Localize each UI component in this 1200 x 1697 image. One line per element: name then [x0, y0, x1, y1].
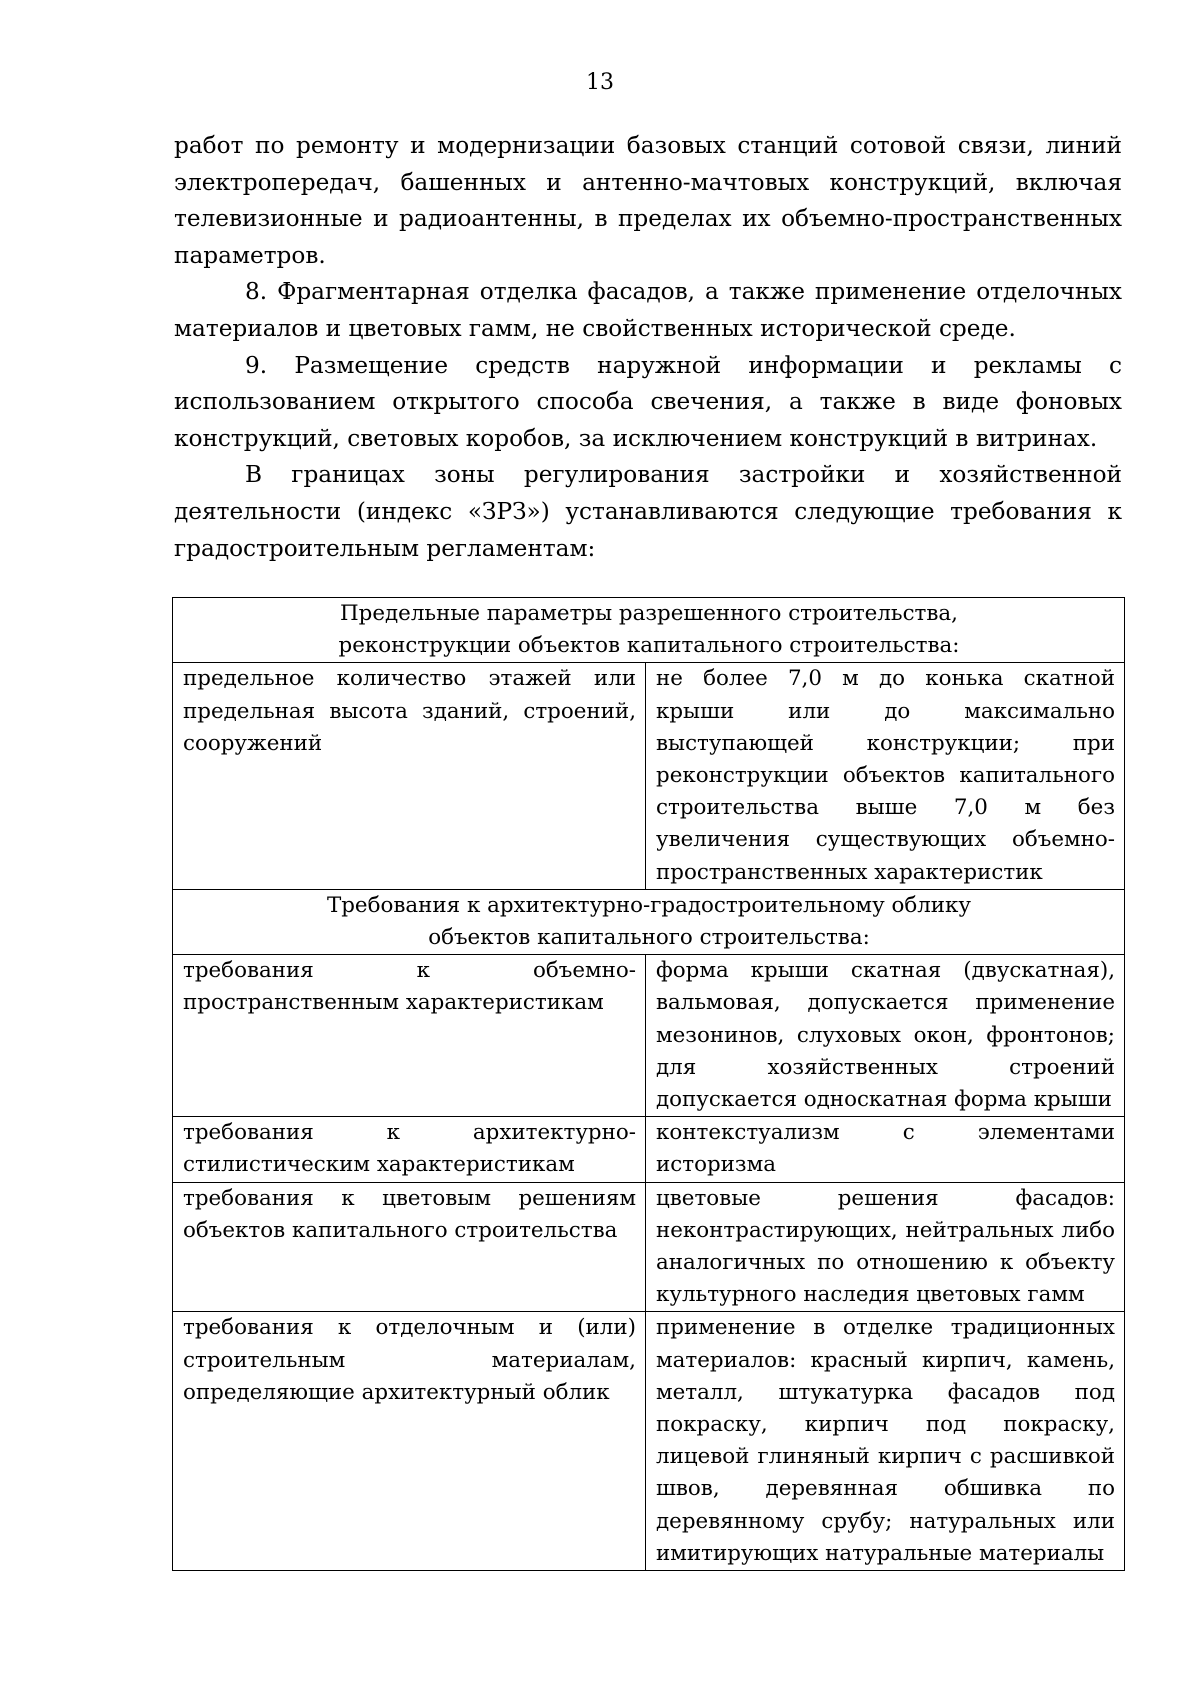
body-text	[174, 128, 1122, 567]
paragraph-item-9: 9. Размещение средств наружной информации и рекламы с использованием открытого способа свечения, а также в виде фоновых конструкций, световых коробов, за исключением конструкций в витринах.	[174, 351, 1122, 452]
section-header-line: Предельные параметры разрешенного строительства,	[340, 601, 958, 626]
param-cell: требования к цветовым решениям объектов капитального строительства	[173, 1182, 646, 1312]
paragraph-item-8: 8. Фрагментарная отделка фасадов, а также применение отделочных материалов и цветовых гамм, не свойственных исторической среде.	[174, 278, 1122, 342]
regulations-table	[172, 597, 1125, 1571]
table-row	[173, 1182, 1125, 1312]
section-header-parameters	[173, 598, 1125, 663]
table-row	[173, 955, 1125, 1117]
table-section-row	[173, 598, 1125, 663]
section-header-line: Требования к архитектурно-градостроительному облику	[326, 892, 972, 918]
section-header-appearance	[173, 889, 1125, 954]
value-cell: цветовые решения фасадов: неконтрастирующих, нейтральных либо аналогичных по отношению к объекту культурного наследия цветовых гамм	[646, 1182, 1125, 1312]
section-header-line: объектов капитального строительства:	[428, 925, 870, 951]
value-cell: не более 7,0 м до конька скатной крыши или до максимально выступающей конструкции; при реконструкции объектов капитального строительства выше 7,0 м без увеличения существующих объемно-пространственных характеристик	[646, 663, 1125, 889]
paragraph-zrz-intro: В границах зоны регулирования застройки и хозяйственной деятельности (индекс «ЗРЗ») устанавливаются следующие требования к градостроительным регламентам:	[174, 461, 1122, 562]
table-section-row	[173, 889, 1125, 954]
table-row	[173, 1312, 1125, 1571]
value-cell: контекстуализм с элементами историзма	[646, 1117, 1125, 1182]
value-cell: форма крыши скатная (двускатная), вальмовая, допускается применение мезонинов, слуховых окон, фронтонов; для хозяйственных строений допускается односкатная форма крыши	[646, 955, 1125, 1117]
section-header-line: реконструкции объектов капитального строительства:	[338, 633, 960, 659]
table-row	[173, 1117, 1125, 1182]
param-cell: требования к объемно-пространственным характеристикам	[173, 955, 646, 1117]
value-cell: применение в отделке традиционных материалов: красный кирпич, камень, металл, штукатурка фасадов под покраску, кирпич под покраску, лицевой глиняный кирпич с расшивкой швов, деревянная обшивка по деревянному срубу; натуральных или имитирующих натуральные материалы	[646, 1312, 1125, 1571]
param-cell: требования к архитектурно-стилистическим характеристикам	[173, 1117, 646, 1182]
param-cell: предельное количество этажей или предельная высота зданий, строений, сооружений	[173, 663, 646, 889]
table-row	[173, 663, 1125, 889]
page-number: 13	[586, 70, 614, 95]
paragraph-continuation: работ по ремонту и модернизации базовых станций сотовой связи, линий электропередач, башенных и антенно-мачтовых конструкций, включая телевизионные и радиоантенны, в пределах их объемно-пространственных параметров.	[174, 132, 1122, 269]
param-cell: требования к отделочным и (или) строительным материалам, определяющие архитектурный облик	[173, 1312, 646, 1571]
